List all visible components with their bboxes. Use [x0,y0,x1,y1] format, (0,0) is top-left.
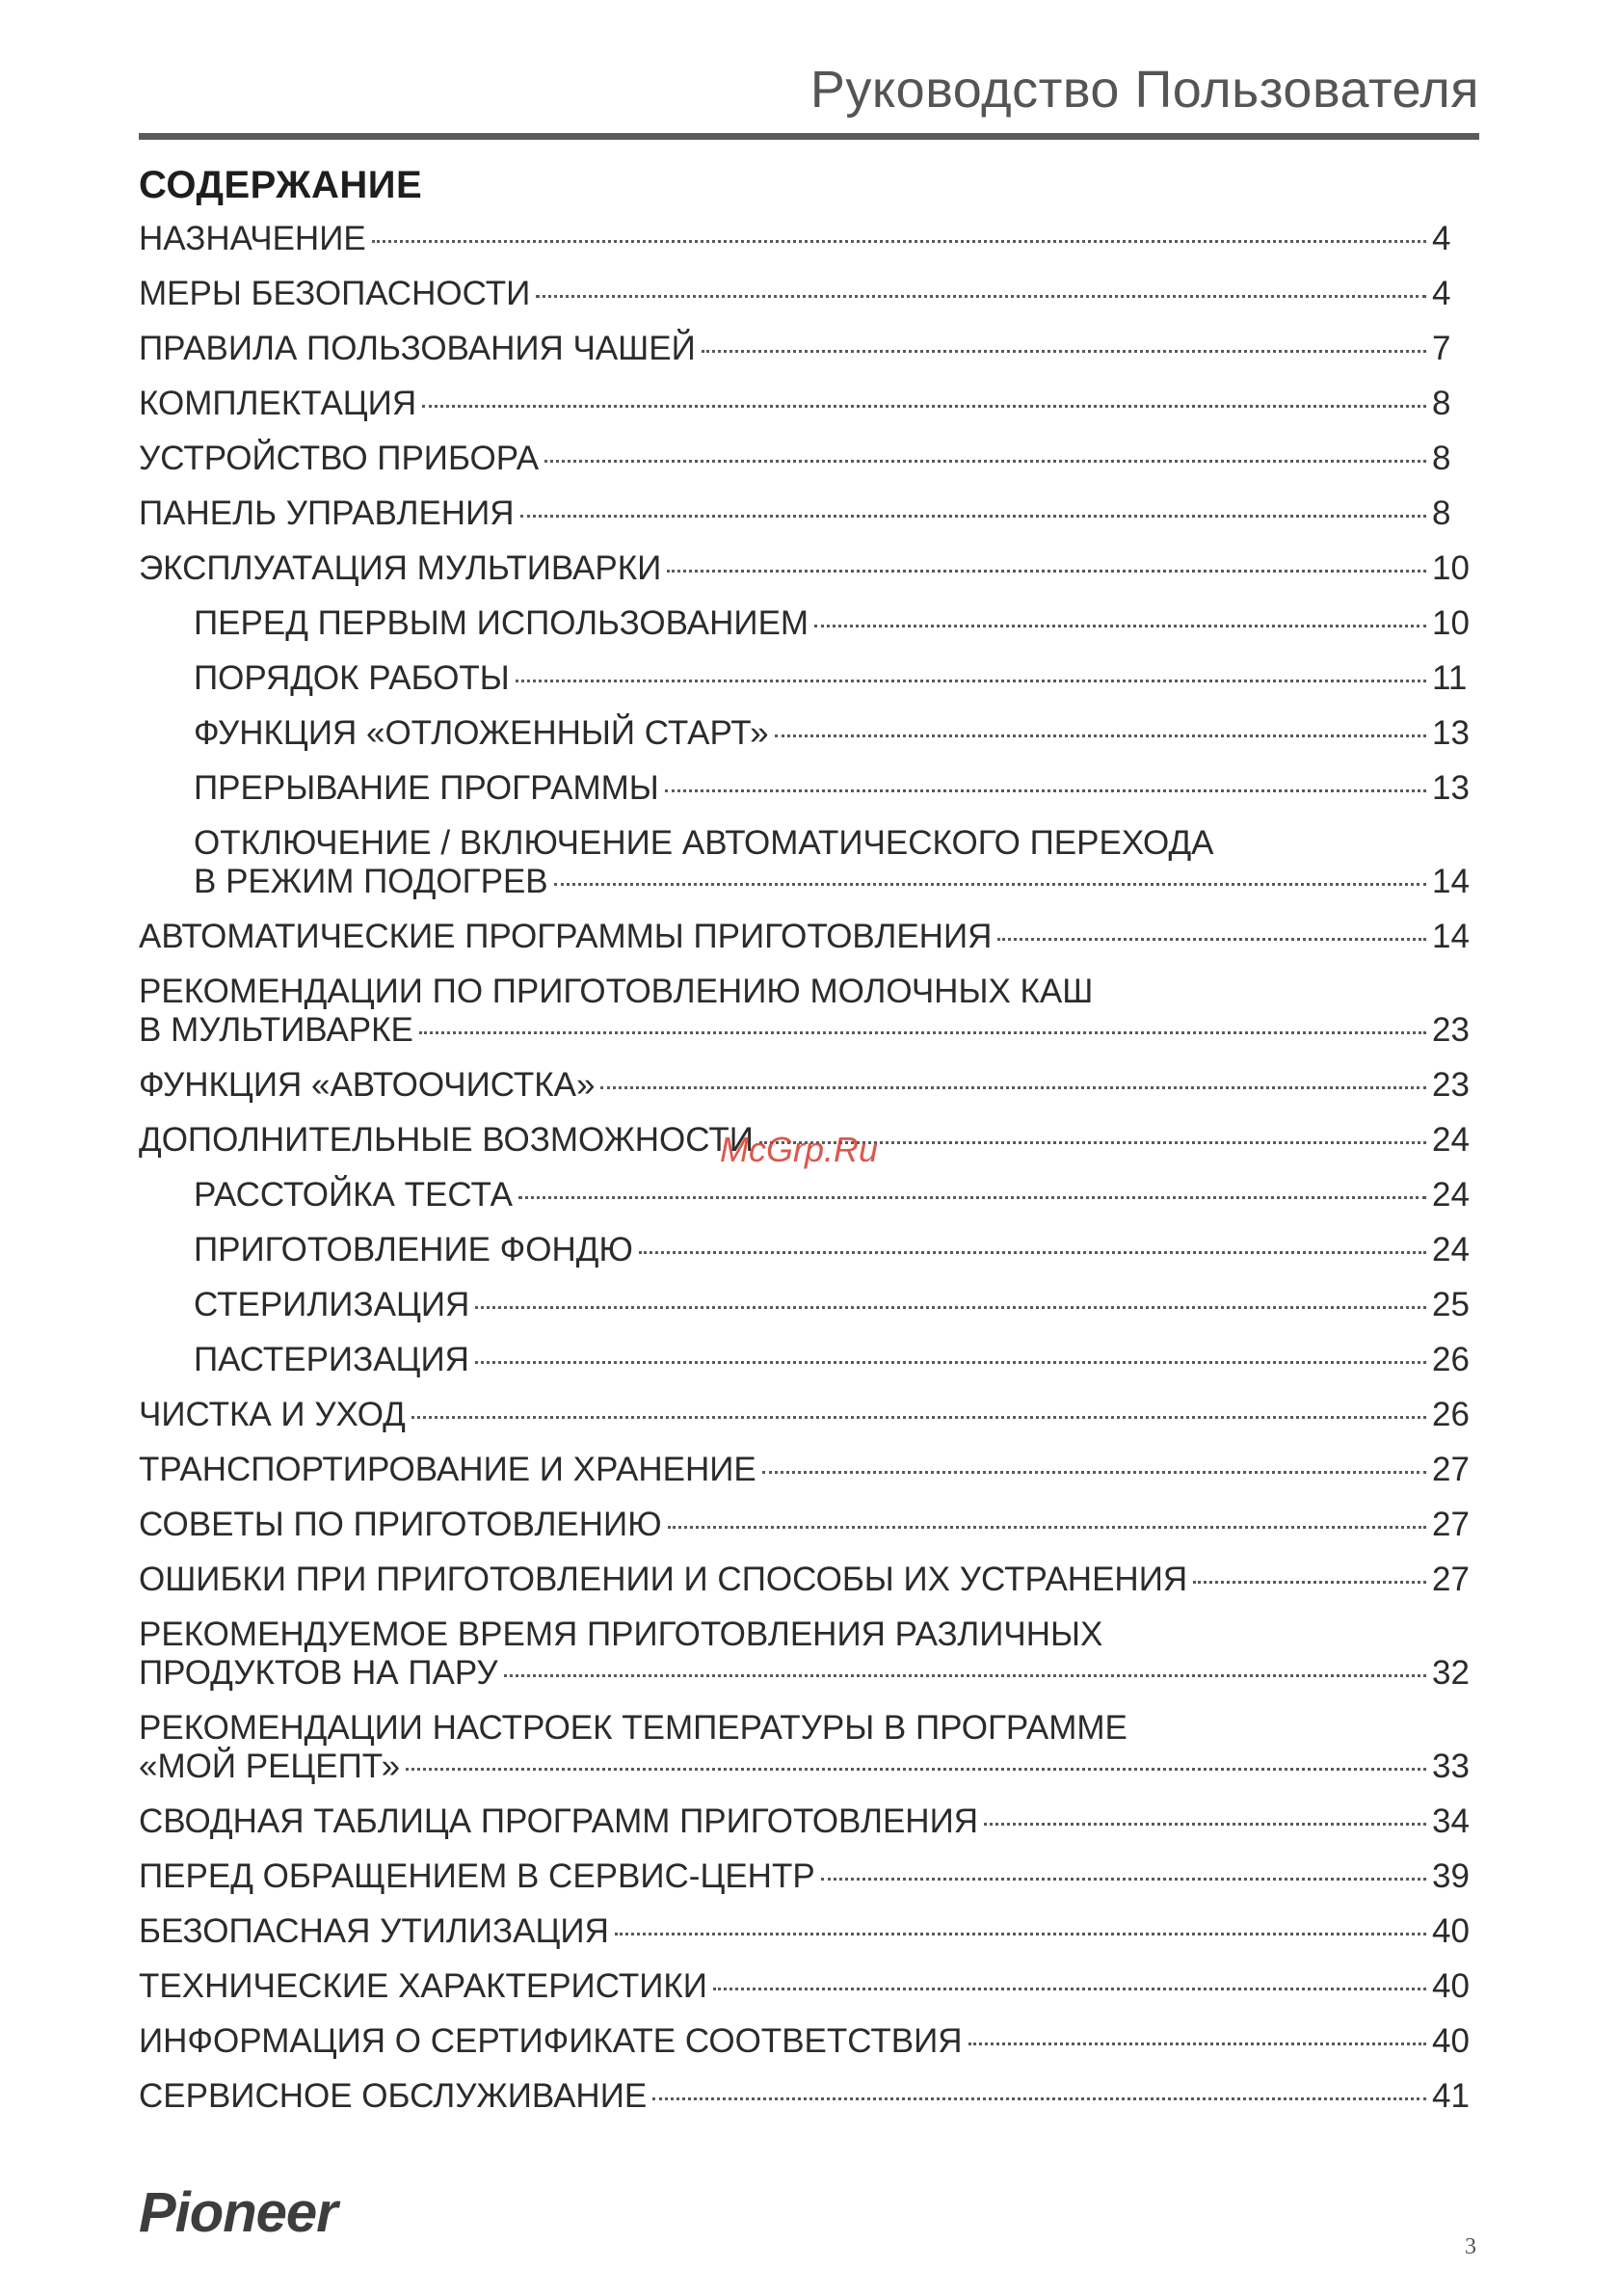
toc-entry-title: ТЕХНИЧЕСКИЕ ХАРАКТЕРИСТИКИ [139,1967,707,2005]
toc-entry[interactable] [139,1709,1476,1786]
toc-entry-page: 11 [1432,659,1468,697]
toc-entry-page: 39 [1432,1857,1470,1895]
toc-entry-page: 24 [1432,1176,1470,1214]
toc-entry[interactable] [139,769,1476,808]
toc-entry-title: СЕРВИСНОЕ ОБСЛУЖИВАНИЕ [139,2077,648,2115]
toc-entry[interactable] [139,1066,1476,1105]
toc-entry-title: ПОРЯДОК РАБОТЫ [194,659,510,697]
toc-entry-page: 25 [1432,1286,1470,1323]
toc-entry[interactable] [139,330,1476,368]
toc-dot-leader [520,515,1427,518]
toc-entry-title: КОМПЛЕКТАЦИЯ [139,385,417,422]
toc-entry-page: 34 [1432,1802,1470,1840]
document-title: Руководство Пользователя [809,61,1479,119]
toc-dot-leader [372,240,1426,243]
toc-entry[interactable] [139,1396,1476,1434]
toc-entry-title: ОШИБКИ ПРИ ПРИГОТОВЛЕНИИ И СПОСОБЫ ИХ УСТРАНЕНИЯ [139,1561,1188,1598]
toc-entry-title: ПЕРЕД ПЕРВЫМ ИСПОЛЬЗОВАНИЕМ [194,604,809,642]
toc-dot-leader [406,1768,1426,1771]
toc-dot-leader [600,1086,1426,1089]
toc-dot-leader [615,1933,1426,1936]
watermark: McGrp.Ru [720,1130,879,1169]
toc-entry[interactable] [139,1912,1476,1951]
toc-entry-page: 33 [1432,1748,1470,1785]
toc-entry-title: СВОДНАЯ ТАБЛИЦА ПРОГРАММ ПРИГОТОВЛЕНИЯ [139,1802,979,1840]
toc-entry-title-line1: РЕКОМЕНДАЦИИ НАСТРОЕК ТЕМПЕРАТУРЫ В ПРОГРАММЕ [139,1709,1127,1747]
toc-entry-page: 27 [1432,1451,1470,1488]
toc-entry-page: 8 [1432,385,1451,422]
toc-entry[interactable] [139,440,1476,478]
toc-dot-leader [411,1416,1426,1419]
toc-entry[interactable] [139,1967,1476,2006]
toc-entry-title: ТРАНСПОРТИРОВАНИЕ И ХРАНЕНИЕ [139,1451,756,1488]
toc-entry-page: 40 [1432,1912,1470,1950]
toc-entry-title: ПРЕРЫВАНИЕ ПРОГРАММЫ [194,769,659,807]
table-of-contents [139,220,1476,2132]
toc-entry-title: ЭКСПЛУАТАЦИЯ МУЛЬТИВАРКИ [139,549,662,587]
toc-entry-title: «МОЙ РЕЦЕПТ» [139,1748,401,1785]
toc-dot-leader [518,1196,1426,1199]
toc-dot-leader [516,680,1426,682]
toc-entry-title: ФУНКЦИЯ «АВТООЧИСТКА» [139,1066,596,1104]
toc-entry[interactable] [139,1286,1476,1324]
toc-entry-title: АВТОМАТИЧЕСКИЕ ПРОГРАММЫ ПРИГОТОВЛЕНИЯ [139,918,993,955]
toc-entry-title: ПАСТЕРИЗАЦИЯ [194,1341,469,1378]
toc-dot-leader [419,1031,1426,1034]
toc-entry[interactable] [139,918,1476,956]
toc-entry[interactable] [139,385,1476,423]
toc-entry[interactable] [139,1231,1476,1269]
toc-entry-page: 26 [1432,1341,1470,1378]
toc-entry-page: 4 [1432,275,1451,312]
toc-entry-page: 8 [1432,494,1451,532]
toc-entry-title: МЕРЫ БЕЗОПАСНОСТИ [139,275,531,312]
toc-dot-leader [544,460,1426,463]
toc-entry-title-line1: РЕКОМЕНДАЦИИ ПО ПРИГОТОВЛЕНИЮ МОЛОЧНЫХ КАШ [139,973,1094,1010]
toc-entry[interactable] [139,1802,1476,1841]
toc-entry-page: 13 [1432,714,1470,752]
toc-entry[interactable] [139,1615,1476,1693]
toc-entry[interactable] [139,1857,1476,1896]
header-divider [139,133,1479,140]
toc-entry[interactable] [139,1176,1476,1215]
toc-entry-page: 14 [1432,918,1470,955]
toc-entry-page: 27 [1432,1561,1470,1598]
toc-entry-page: 32 [1432,1654,1470,1692]
toc-entry-title: В РЕЖИМ ПОДОГРЕВ [194,863,548,900]
toc-entry[interactable] [139,973,1476,1050]
toc-dot-leader [984,1823,1426,1826]
toc-dot-leader [536,295,1426,298]
page-number: 3 [1465,2234,1476,2259]
pioneer-logo: Pioneer [139,2181,337,2244]
toc-entry-page: 24 [1432,1231,1470,1268]
toc-entry-title: СТЕРИЛИЗАЦИЯ [194,1286,470,1323]
toc-entry-page: 41 [1432,2077,1470,2115]
toc-dot-leader [713,1988,1426,1990]
toc-entry[interactable] [139,659,1476,698]
toc-heading: СОДЕРЖАНИЕ [139,164,423,206]
toc-entry-title: РАССТОЙКА ТЕСТА [194,1176,514,1214]
toc-entry-title: НАЗНАЧЕНИЕ [139,220,366,257]
toc-entry[interactable] [139,714,1476,753]
toc-dot-leader [665,789,1426,792]
toc-entry[interactable] [139,1451,1476,1489]
toc-dot-leader [762,1471,1426,1474]
toc-entry-page: 23 [1432,1011,1470,1049]
toc-entry-title: ДОПОЛНИТЕЛЬНЫЕ ВОЗМОЖНОСТИ [139,1121,754,1159]
toc-dot-leader [668,1526,1426,1529]
toc-entry[interactable] [139,220,1476,258]
toc-entry-page: 13 [1432,769,1470,807]
toc-entry[interactable] [139,604,1476,643]
toc-entry-title: ПЕРЕД ОБРАЩЕНИЕМ В СЕРВИС-ЦЕНТР [139,1857,815,1895]
toc-entry[interactable] [139,824,1476,901]
toc-entry-title: ФУНКЦИЯ «ОТЛОЖЕННЫЙ СТАРТ» [194,714,769,752]
toc-entry[interactable] [139,494,1476,533]
toc-dot-leader [775,734,1426,737]
toc-entry[interactable] [139,2077,1476,2116]
toc-dot-leader [968,2042,1426,2045]
toc-entry-page: 10 [1432,549,1470,587]
toc-entry-page: 8 [1432,440,1451,477]
toc-entry-title: ПРОДУКТОВ НА ПАРУ [139,1654,498,1692]
toc-entry-title-line1: РЕКОМЕНДУЕМОЕ ВРЕМЯ ПРИГОТОВЛЕНИЯ РАЗЛИЧНЫХ [139,1615,1103,1653]
toc-entry-title: ПРАВИЛА ПОЛЬЗОВАНИЯ ЧАШЕЙ [139,330,696,367]
toc-entry[interactable] [139,1561,1476,1599]
toc-entry-page: 24 [1432,1121,1470,1159]
toc-dot-leader [1193,1581,1426,1584]
toc-entry-page: 40 [1432,2022,1470,2060]
toc-entry-page: 10 [1432,604,1470,642]
toc-entry[interactable] [139,549,1476,588]
toc-dot-leader [504,1674,1426,1677]
toc-dot-leader [475,1361,1426,1364]
toc-entry-title: СОВЕТЫ ПО ПРИГОТОВЛЕНИЮ [139,1506,662,1543]
toc-entry[interactable] [139,1341,1476,1379]
toc-dot-leader [821,1878,1426,1881]
toc-entry-page: 27 [1432,1506,1470,1543]
toc-dot-leader [702,350,1426,353]
toc-entry-page: 26 [1432,1396,1470,1433]
toc-entry-page: 23 [1432,1066,1470,1104]
toc-dot-leader [652,2097,1426,2100]
toc-entry-title: БЕЗОПАСНАЯ УТИЛИЗАЦИЯ [139,1912,609,1950]
toc-entry[interactable] [139,275,1476,313]
toc-entry-page: 7 [1432,330,1451,367]
toc-entry-title: ЧИСТКА И УХОД [139,1396,406,1433]
toc-entry-title-line1: ОТКЛЮЧЕНИЕ / ВКЛЮЧЕНИЕ АВТОМАТИЧЕСКОГО ПЕРЕХОДА [194,824,1214,862]
toc-dot-leader [554,883,1426,886]
toc-entry-page: 14 [1432,863,1470,900]
toc-dot-leader [475,1306,1426,1309]
toc-dot-leader [814,625,1426,627]
toc-entry-title: В МУЛЬТИВАРКЕ [139,1011,413,1049]
toc-entry-title: ПАНЕЛЬ УПРАВЛЕНИЯ [139,494,515,532]
toc-entry[interactable] [139,1506,1476,1544]
toc-dot-leader [997,938,1426,941]
toc-entry[interactable] [139,2022,1476,2061]
toc-dot-leader [639,1251,1426,1254]
toc-entry-title: ИНФОРМАЦИЯ О СЕРТИФИКАТЕ СООТВЕТСТВИЯ [139,2022,963,2060]
toc-entry-title: ПРИГОТОВЛЕНИЕ ФОНДЮ [194,1231,633,1268]
toc-entry-page: 40 [1432,1967,1470,2005]
toc-entry-title: УСТРОЙСТВО ПРИБОРА [139,440,540,477]
toc-entry-page: 4 [1432,220,1451,257]
toc-dot-leader [422,405,1426,408]
toc-dot-leader [667,570,1426,573]
